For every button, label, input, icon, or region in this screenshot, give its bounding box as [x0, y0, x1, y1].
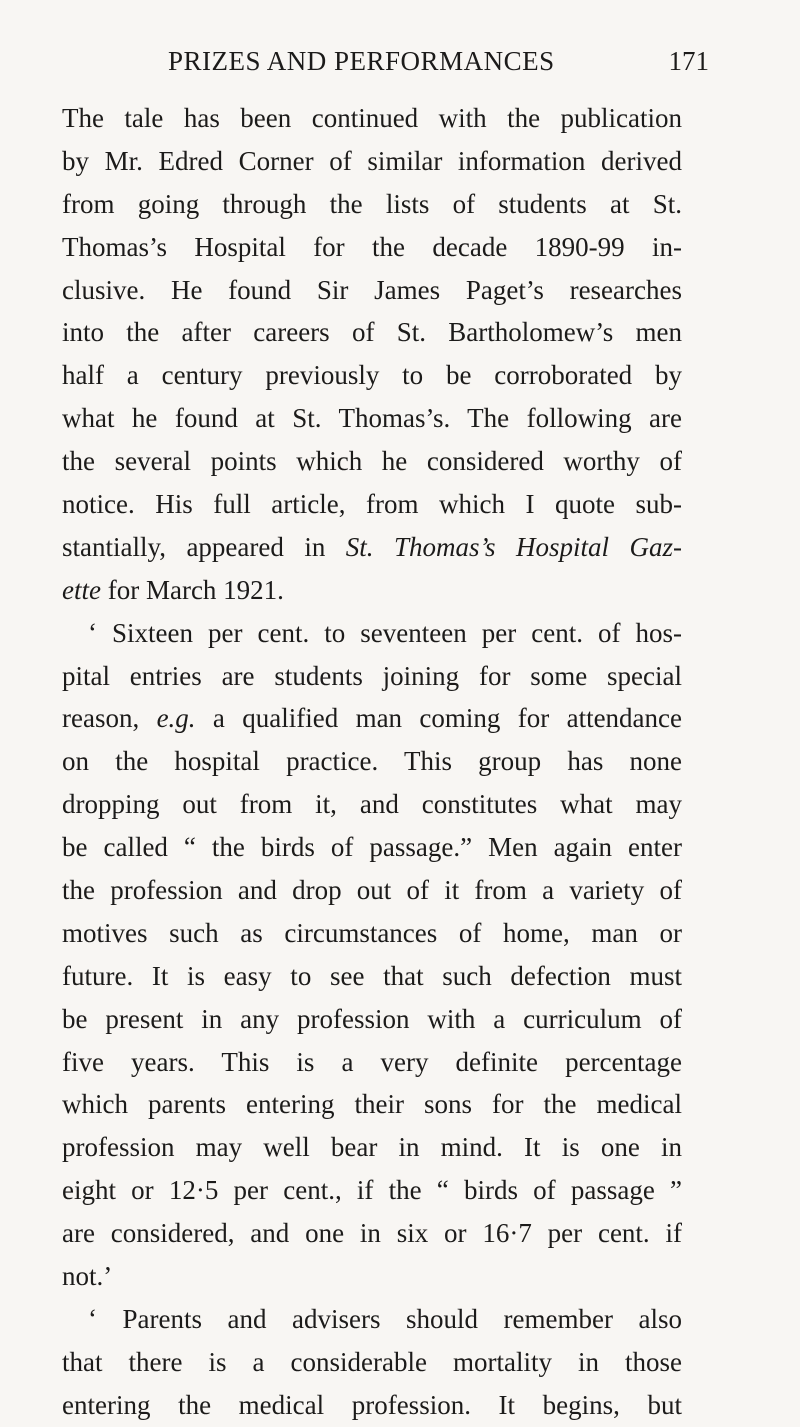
italic-text: ette	[62, 574, 101, 605]
text-line	[62, 183, 682, 226]
line-text: on the hospital practice. This group has none	[62, 746, 682, 777]
line-text: what he found at St. Thomas’s. The following are	[62, 403, 682, 434]
line-text: be present in any profession with a curriculum of	[62, 1003, 682, 1034]
text-line	[62, 1083, 682, 1126]
text-line	[62, 569, 682, 612]
text-line	[62, 226, 682, 269]
text-line	[62, 998, 682, 1041]
line-text: which parents entering their sons for the medical	[62, 1089, 682, 1120]
text-line	[62, 311, 682, 354]
text-line	[62, 740, 682, 783]
line-text: into the after careers of St. Bartholomew’s men	[62, 317, 682, 348]
line-text: be called “ the birds of passage.” Men again enter	[62, 832, 682, 863]
line-text: pital entries are students joining for some special	[62, 660, 682, 691]
line-text: from going through the lists of students at St.	[62, 188, 682, 219]
text-line	[62, 440, 682, 483]
text-line	[62, 1384, 682, 1427]
text-line	[62, 1341, 682, 1384]
text-line	[62, 697, 682, 740]
italic-text: e.g.	[156, 703, 196, 734]
line-text: not.’	[62, 1261, 113, 1292]
line-text: for March 1921.	[100, 574, 284, 605]
line-text: reason,	[62, 703, 157, 734]
line-text: five years. This is a very definite percentage	[62, 1046, 682, 1077]
italic-text: St. Thomas’s Hospital Gaz-	[345, 531, 682, 562]
line-text: The tale has been continued with the publication	[62, 103, 682, 133]
text-line	[62, 354, 682, 397]
text-line	[62, 483, 682, 526]
line-text: by Mr. Edred Corner of similar information derived	[62, 145, 682, 176]
running-head	[0, 46, 800, 86]
running-title: PRIZES AND PERFORMANCES	[168, 46, 555, 76]
text-line	[62, 526, 682, 569]
text-line	[62, 97, 682, 140]
line-text: Thomas’s Hospital for the decade 1890-99 in-	[62, 231, 682, 262]
text-line	[62, 1041, 682, 1084]
text-line	[62, 612, 682, 655]
line-text: clusive. He found Sir James Paget’s researches	[62, 274, 682, 305]
text-line	[62, 912, 682, 955]
line-text: stantially, appeared in	[62, 531, 346, 562]
line-text: the several points which he considered worthy of	[62, 446, 682, 477]
body-text	[62, 97, 682, 1427]
line-text: a qualified man coming for attendance	[195, 703, 683, 734]
line-text: notice. His full article, from which I quote sub-	[62, 489, 682, 520]
text-line	[62, 826, 682, 869]
page-number: 171	[668, 46, 709, 76]
line-text: future. It is easy to see that such defection must	[62, 960, 682, 991]
line-text: ‘ Sixteen per cent. to seventeen per cent. of hos-	[88, 617, 682, 648]
text-line	[62, 1126, 682, 1169]
line-text: half a century previously to be corroborated by	[62, 360, 682, 391]
line-text: dropping out from it, and constitutes what may	[62, 789, 682, 820]
text-line	[62, 783, 682, 826]
line-text: the profession and drop out of it from a variety of	[62, 875, 682, 906]
text-line	[62, 869, 682, 912]
text-line	[62, 1169, 682, 1212]
line-text: motives such as circumstances of home, man or	[62, 917, 682, 948]
text-line	[62, 140, 682, 183]
line-text: that there is a considerable mortality in those	[62, 1346, 682, 1377]
text-line	[62, 655, 682, 698]
text-line	[62, 1255, 682, 1298]
line-text: eight or 12·5 per cent., if the “ birds of passage ”	[62, 1175, 682, 1206]
line-text: are considered, and one in six or 16·7 per cent. if	[62, 1218, 682, 1249]
text-line	[62, 1212, 682, 1255]
text-line	[62, 397, 682, 440]
text-line	[62, 955, 682, 998]
text-line	[62, 269, 682, 312]
text-line	[62, 1298, 682, 1341]
line-text: ‘ Parents and advisers should remember also	[88, 1303, 682, 1334]
line-text: profession may well bear in mind. It is one in	[62, 1132, 682, 1163]
line-text: entering the medical profession. It begins, but	[62, 1389, 682, 1420]
